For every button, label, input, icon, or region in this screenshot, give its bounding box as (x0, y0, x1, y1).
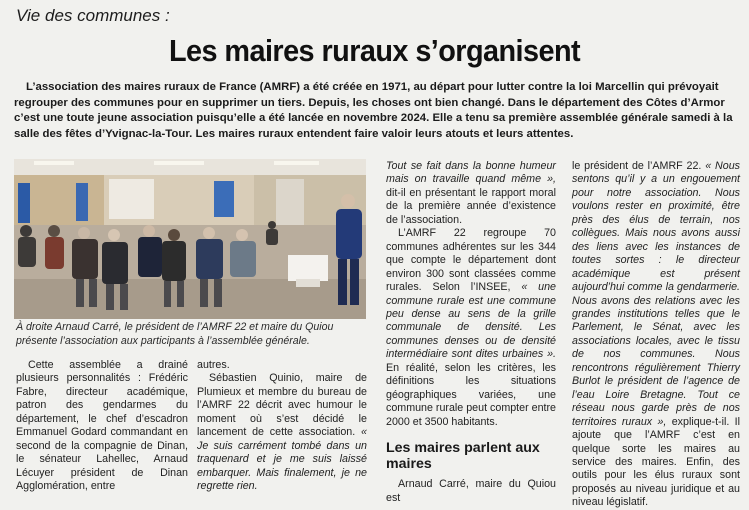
text-run: dit-il en présentant le rapport moral de la première année d’existence de l’association. (386, 186, 556, 226)
column-2 (197, 359, 367, 494)
quote: « une commune rurale est une commune peu dense au sens de la grille communale de densité. Les communes denses ou de densité intermédiaire sont dites urbaines ». (386, 281, 556, 361)
paragraph (197, 372, 367, 493)
text-run: L’AMRF 22 regroupe 70 communes adhérentes sur les 344 que compte le département dont environ 300 sont classées comme rurales. Selon l’INSEE, (386, 227, 556, 294)
text-run: le président de l’AMRF 22. (572, 160, 702, 172)
photo-caption: À droite Arnaud Carré, le président de l’AMRF 22 et maire du Quiou présente l’association aux participants à l’assemblée générale. (16, 321, 334, 347)
paragraph (386, 160, 556, 227)
paragraph (572, 160, 740, 510)
quote: « Je suis carrément tombé dans un traquenard et je me suis laissé embarquer. Mais finalement, je ne regrette rien. (197, 426, 367, 493)
quote: Tout se fait dans la bonne humeur mais on travaille quand même », (386, 160, 556, 186)
subheading: Les maires parlent aux maires (386, 440, 540, 473)
chapo: L’association des maires ruraux de France (AMRF) a été créée en 1971, au départ pour lutter contre la loi Marcellin qui prévoyait regrouper des communes pour en supprimer un tiers. Depuis, les choses ont bien changé. Dans le département des Côtes d’Armor c’est une toute jeune association puisqu’elle a été lancée en novembre 2024. Elle a tenu sa première assemblée générale samedi à la salle des fêtes d’Yvignac-la-Tour. Les maires ruraux entendent faire valoir leurs atouts et leurs attentes. (14, 81, 733, 140)
headline: Les maires ruraux s’organisent (168, 33, 581, 68)
paragraph: Arnaud Carré, maire du Quiou est (386, 478, 556, 504)
text-run: Sébastien Quinio, maire de Plumieux et membre du bureau de l’AMRF 22 décrit avec humour le moment où s’est décidé le lancement de cette association. (197, 372, 367, 439)
quote: « Nous sentons qu’il y a un engouement pour notre association. Nous voulons rester en proximité, être près des élus de terrain, nos collègues. Mais nous avons aussi des liens avec les instances de toutes sortes : le directeur académique est présent aujourd’hui comme la gendarmerie. Nous avons des relations avec les grandes institutions telles que le Parlement, le Sénat, avec les associations locales, avec le tissu de nos communes. Nous rencontrons régulièrement Thierry Burlot le président de l’agence de l’eau Loire Bretagne. Tout ce réseau nous garde près de nos territoires ruraux », (572, 160, 740, 428)
paragraph: Cette assemblée a drainé plusieurs personnalités : Frédéric Fabre, directeur académique, patron des gendarmes du département, le chef d’escadron Emmanuel Godard commandant en second de la compagnie de Dinan, le sénateur Lahellec, Arnaud Lécuyer président de Dinan Agglomération, entre (16, 359, 188, 493)
column-4 (572, 160, 740, 510)
meeting-photo (14, 159, 366, 319)
paragraph: autres. (197, 359, 230, 371)
paragraph (386, 227, 556, 429)
column-1 (16, 359, 188, 494)
text-run: En réalité, selon les critères, les définitions les situations géographiques variées, une commune rurale peut compter entre 2000 et 3500 habitants. (386, 361, 556, 428)
text-run: explique-t-il. Il ajoute que l’AMRF c’est en quelque sorte les maires au service des maires. Enfin, des outils pour les élus ruraux sont proposés au niveau juridique et au niveau législatif. (572, 415, 740, 509)
rubric: Vie des communes : (16, 6, 170, 25)
column-3 (386, 160, 556, 505)
